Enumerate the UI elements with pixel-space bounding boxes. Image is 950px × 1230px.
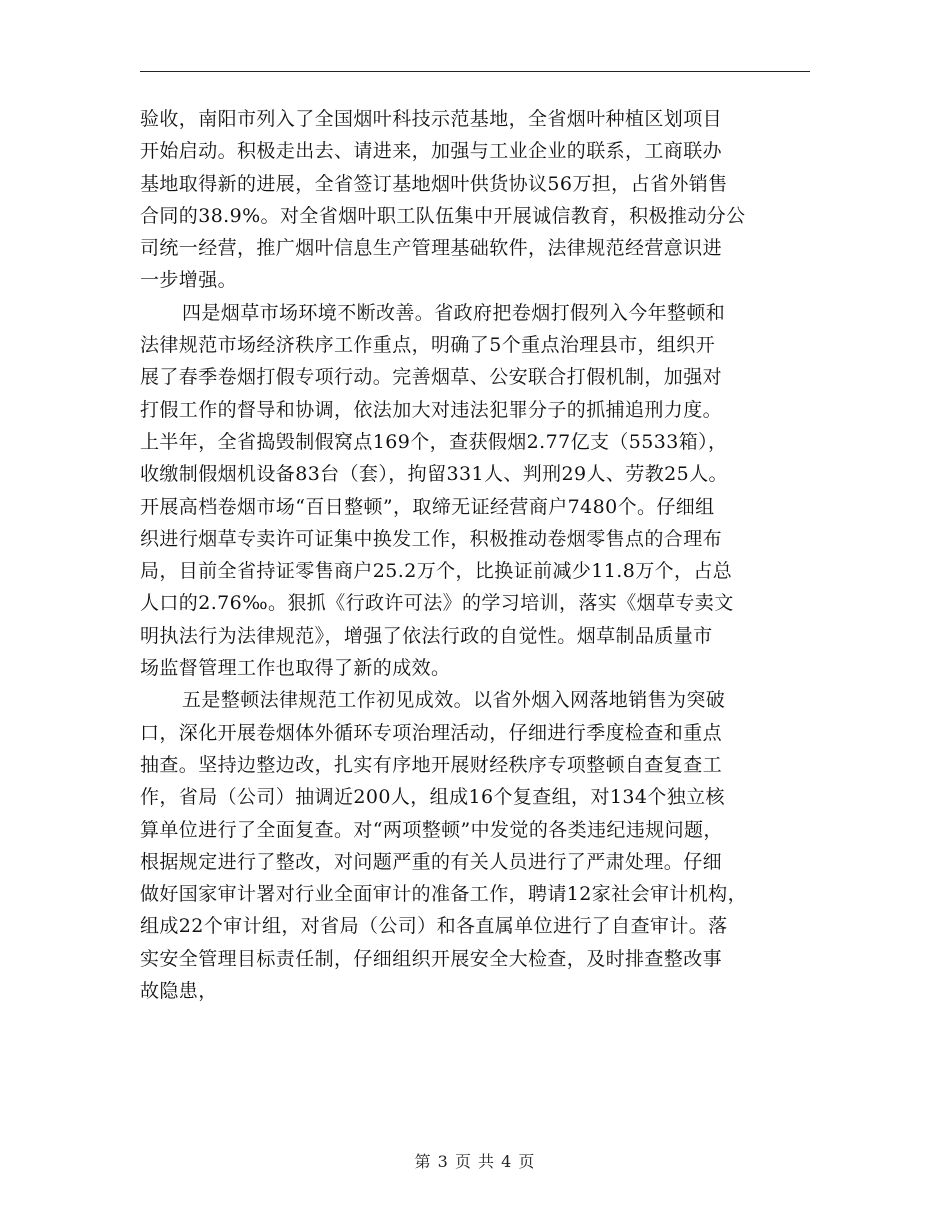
text-line: 打假工作的督导和协调，依法加大对违法犯罪分子的抓捕追刑力度。 — [140, 398, 723, 421]
text-line: 基地取得新的进展，全省签订基地烟叶供货协议56万担，占省外销售 — [140, 172, 728, 195]
header-rule — [140, 71, 810, 72]
text-line: 故隐患， — [140, 980, 218, 1003]
document-body — [140, 103, 810, 1007]
text-line: 四是烟草市场环境不断改善。省政府把卷烟打假列入今年整顿和 — [182, 301, 726, 324]
text-line: 场监督管理工作也取得了新的成效。 — [140, 657, 451, 680]
text-line: 五是整顿法律规范工作初见成效。以省外烟入网落地销售为突破 — [182, 689, 726, 712]
text-line: 合同的38.9%。对全省烟叶职工队伍集中开展诚信教育，积极推动分公 — [140, 204, 746, 227]
text-line: 司统一经营，推广烟叶信息生产管理基础软件，法律规范经营意识进 — [140, 237, 723, 260]
text-line: 口，深化开展卷烟体外循环专项治理活动，仔细进行季度检查和重点 — [140, 721, 723, 744]
text-line: 一步增强。 — [140, 269, 238, 292]
text-line: 算单位进行了全面复查。对“两项整顿”中发觉的各类违纪违规问题， — [140, 818, 723, 841]
text-line: 人口的2.76‰。狠抓《行政许可法》的学习培训，落实《烟草专卖文 — [140, 592, 734, 615]
text-line: 展了春季卷烟打假专项行动。完善烟草、公安联合打假机制，加强对 — [140, 366, 723, 389]
paragraph-2 — [140, 297, 810, 685]
text-line: 法律规范市场经济秩序工作重点，明确了5个重点治理县市，组织开 — [140, 334, 716, 357]
text-line: 作，省局（公司）抽调近200人，组成16个复查组，对134个独立核 — [140, 786, 725, 809]
paragraph-3 — [140, 684, 810, 1007]
text-line: 根据规定进行了整改，对问题严重的有关人员进行了严肃处理。仔细 — [140, 850, 723, 873]
paragraph-1 — [140, 103, 810, 297]
text-line: 实安全管理目标责任制，仔细组织开展安全大检查，及时排查整改事 — [140, 947, 723, 970]
text-line: 开展高档卷烟市场“百日整顿”，取缔无证经营商户7480个。仔细组 — [140, 495, 715, 518]
text-line: 开始启动。积极走出去、请进来，加强与工业企业的联系，工商联办 — [140, 140, 723, 163]
text-line: 上半年，全省捣毁制假窝点169个，查获假烟2.77亿支（5533箱）， — [140, 430, 728, 453]
text-line: 收缴制假烟机设备83台（套），拘留331人、判刑29人、劳教25人。 — [140, 463, 728, 486]
text-line: 局，目前全省持证零售商户25.2万个，比换证前减少11.8万个，占总 — [140, 560, 733, 583]
text-line: 织进行烟草专卖许可证集中换发工作，积极推动卷烟零售点的合理布 — [140, 527, 723, 550]
text-line: 抽查。坚持边整边改，扎实有序地开展财经秩序专项整顿自查复查工 — [140, 753, 723, 776]
text-line: 组成22个审计组，对省局（公司）和各直属单位进行了自查审计。落 — [140, 915, 728, 938]
page-number-footer: 第 3 页 共 4 页 — [414, 1152, 536, 1171]
text-line: 验收，南阳市列入了全国烟叶科技示范基地，全省烟叶种植区划项目 — [140, 108, 723, 130]
text-line: 明执法行为法律规范》，增强了依法行政的自觉性。烟草制品质量市 — [140, 624, 713, 647]
text-line: 做好国家审计署对行业全面审计的准备工作，聘请12家社会审计机构， — [140, 883, 747, 906]
